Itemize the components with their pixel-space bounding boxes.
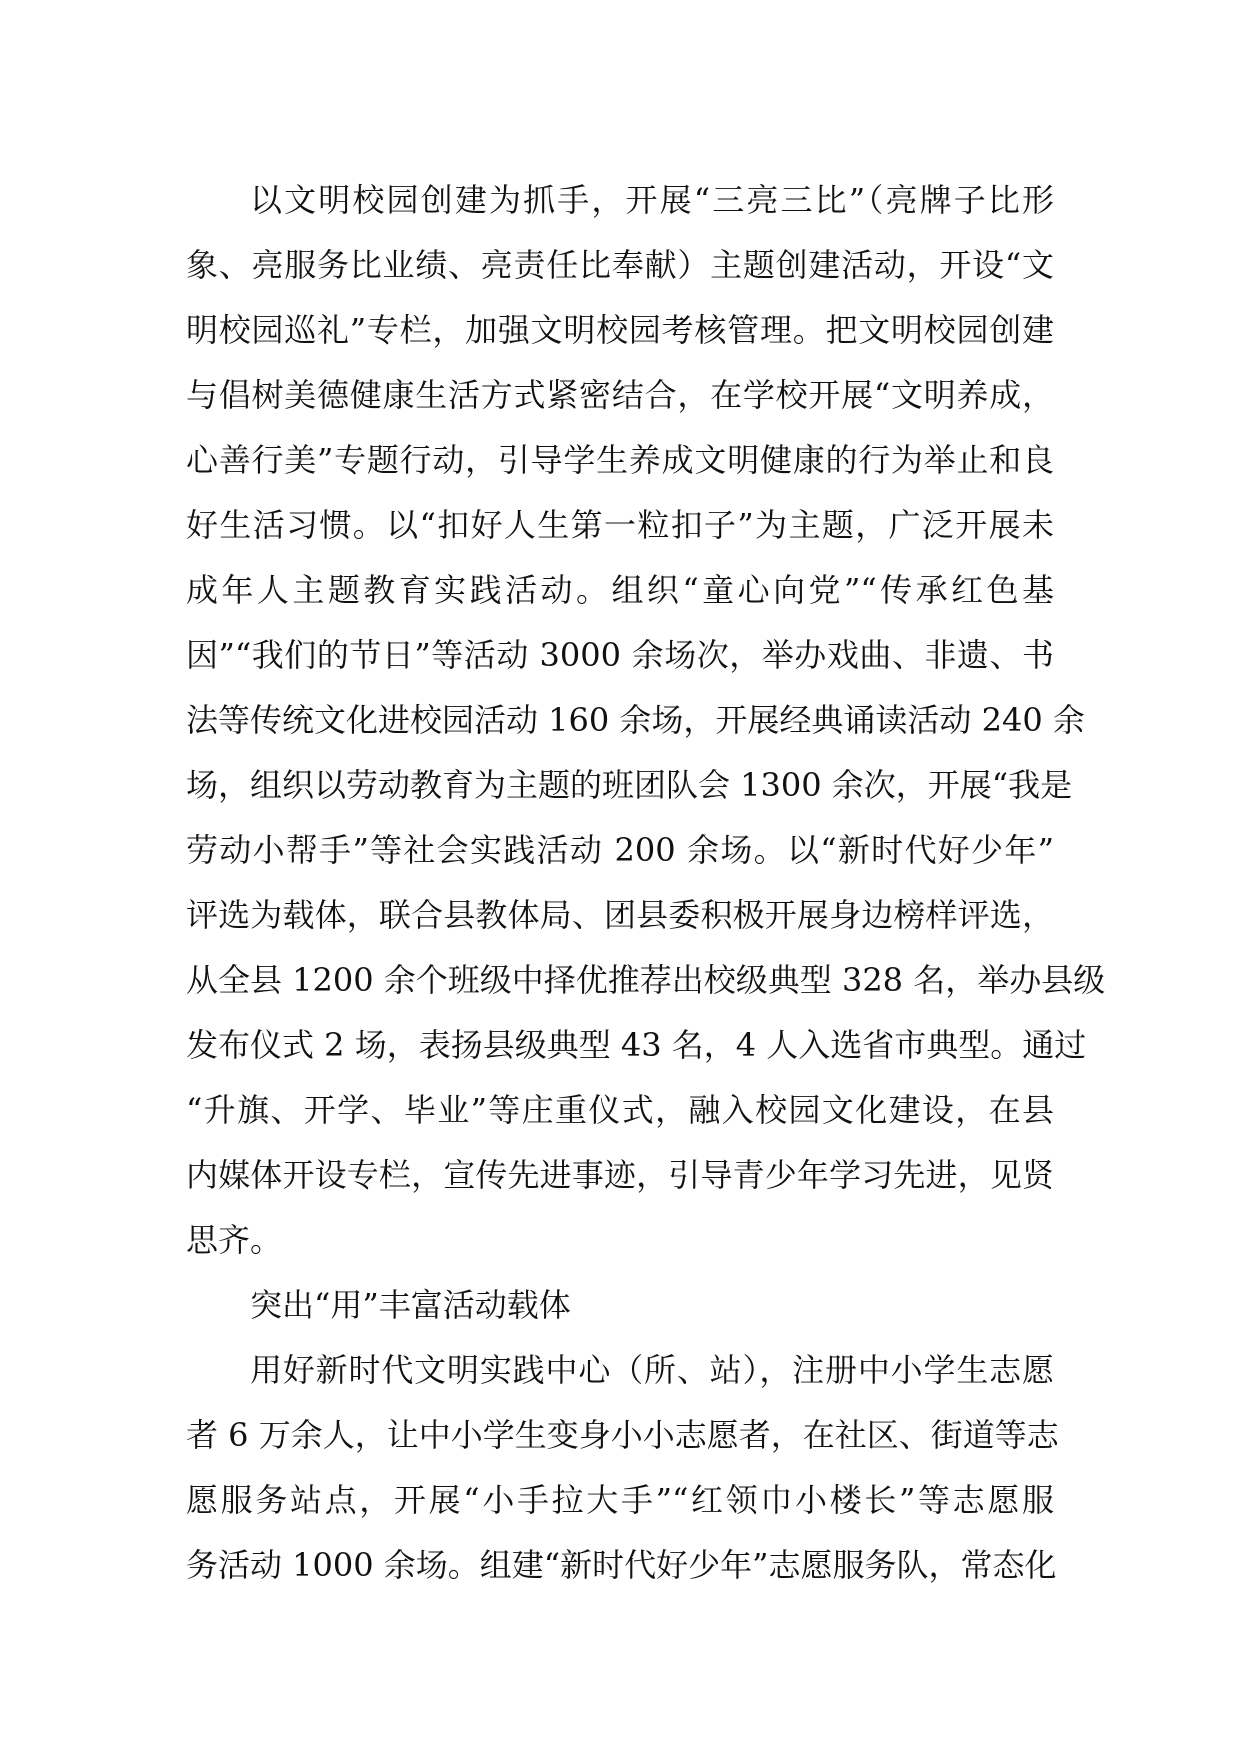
paragraph-volunteer	[186, 1338, 1059, 1598]
text-line: 发布仪式 2 场，表扬县级典型 43 名，4 人入选省市典型。通过	[186, 1026, 1087, 1064]
text-line: 务活动 1000 余场。组建“新时代好少年”志愿服务队，常态化	[186, 1546, 1057, 1584]
text-line: 场，组织以劳动教育为主题的班团队会 1300 余次，开展“我是	[186, 766, 1073, 804]
text-line: 法等传统文化进校园活动 160 余场，开展经典诵读活动 240 余	[186, 701, 1085, 739]
text-line: 思齐。	[186, 1221, 283, 1259]
text-line: 者 6 万余人，让中小学生变身小小志愿者，在社区、街道等志	[186, 1416, 1059, 1454]
text-line: 劳动小帮手”等社会实践活动 200 余场。以“新时代好少年”	[186, 831, 1054, 869]
text-line: 内媒体开设专栏，宣传先进事迹，引导青少年学习先进，见贤	[186, 1156, 1054, 1194]
text-line: 成年人主题教育实践活动。组织“童心向党”“传承红色基	[186, 571, 1054, 609]
text-line: 评选为载体，联合县教体局、团县委积极开展身边榜样评选，	[186, 896, 1054, 934]
text-line: 好生活习惯。以“扣好人生第一粒扣子”为主题，广泛开展未	[186, 506, 1054, 544]
document-body	[186, 168, 1106, 1598]
text-line: 明校园巡礼”专栏，加强文明校园考核管理。把文明校园创建	[186, 311, 1054, 349]
text-line: 与倡树美德健康生活方式紧密结合，在学校开展“文明养成，	[186, 376, 1054, 414]
text-line: “升旗、开学、毕业”等庄重仪式，融入校园文化建设，在县	[186, 1091, 1054, 1129]
text-line: 因”“我们的节日”等活动 3000 余场次，举办戏曲、非遗、书	[186, 636, 1054, 674]
heading-text: 突出“用”丰富活动载体	[250, 1286, 571, 1324]
text-line: 从全县 1200 余个班级中择优推荐出校级典型 328 名，举办县级	[186, 961, 1106, 999]
text-line: 愿服务站点，开展“小手拉大手”“红领巾小楼长”等志愿服	[186, 1481, 1054, 1519]
section-heading	[186, 1273, 1054, 1338]
text-line: 用好新时代文明实践中心（所、站），注册中小学生志愿	[250, 1351, 1054, 1389]
text-line: 心善行美”专题行动，引导学生养成文明健康的行为举止和良	[186, 441, 1054, 479]
paragraph-civilized-campus	[186, 168, 1106, 1273]
text-line: 象、亮服务比业绩、亮责任比奉献）主题创建活动，开设“文	[186, 246, 1054, 284]
text-line: 以文明校园创建为抓手，开展“三亮三比”（亮牌子比形	[250, 181, 1054, 219]
